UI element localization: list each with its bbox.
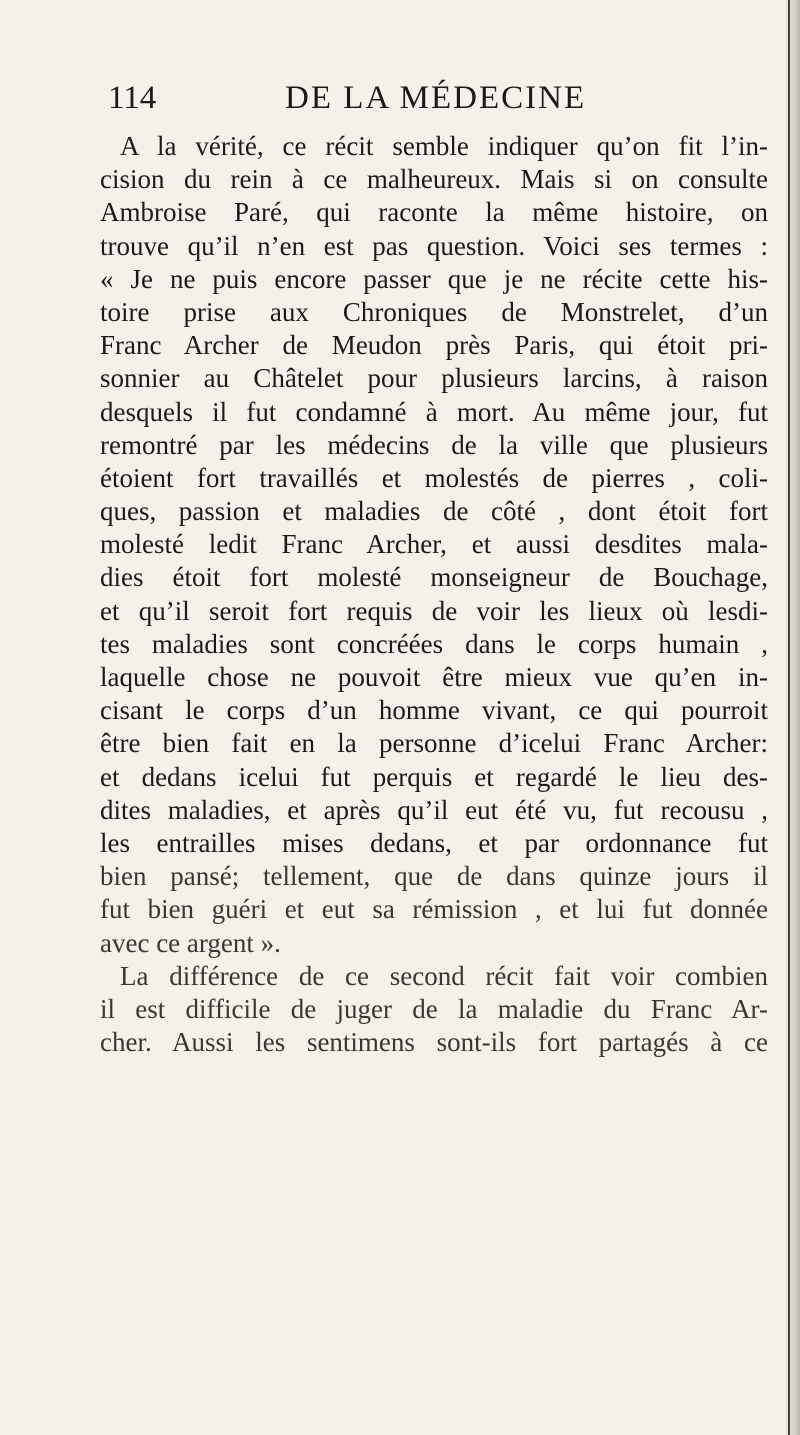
text-line: toire prise aux Chroniques de Monstrelet, d’un — [100, 296, 768, 327]
text-line: A la vérité, ce récit semble indiquer qu’on fit l’in- — [120, 131, 768, 161]
text-line: cisant le corps d’un homme vivant, ce qui pourroit — [100, 695, 768, 726]
text-line: « Je ne puis encore passer que je ne récite cette his- — [100, 263, 768, 294]
text-line: trouve qu’il n’en est pas question. Voici ses termes : — [100, 230, 768, 261]
text-line: ques, passion et maladies de côté , dont étoit fort — [100, 496, 768, 527]
text-line: fut bien guéri et eut sa rémission , et lui fut donnée — [100, 894, 768, 925]
text-line: les entrailles mises dedans, et par ordonnance fut — [100, 827, 768, 858]
text-line: être bien fait en la personne d’icelui Franc Archer: — [100, 728, 768, 759]
text-line: Ambroise Paré, qui raconte la même histoire, on — [100, 197, 768, 228]
text-line: Franc Archer de Meudon près Paris, qui étoit pri- — [100, 330, 768, 361]
text-line: tes maladies sont concréées dans le corps humain , — [100, 628, 768, 659]
page-header — [108, 80, 728, 130]
text-line: étoient fort travaillés et molestés de pierres , coli- — [100, 462, 768, 493]
text-line: cher. Aussi les sentimens sont-ils fort partagés à ce — [100, 1027, 768, 1058]
body-text — [100, 130, 768, 1059]
text-line: La différence de ce second récit fait voir combien — [120, 960, 768, 991]
text-line: molesté ledit Franc Archer, et aussi desdites mala- — [100, 529, 768, 560]
text-line: laquelle chose ne pouvoit être mieux vue qu’en in- — [100, 662, 768, 692]
text-line: dites maladies, et après qu’il eut été vu, fut recousu , — [100, 794, 768, 825]
text-line: sonnier au Châtelet pour plusieurs larcins, à raison — [100, 363, 768, 394]
text-line: et qu’il seroit fort requis de voir les lieux où lesdi- — [100, 595, 768, 626]
text-line: cision du rein à ce malheureux. Mais si on consulte — [100, 164, 768, 195]
page-edge-line — [788, 0, 790, 1435]
text-line: il est difficile de juger de la maladie du Franc Ar- — [100, 993, 768, 1024]
text-line: avec ce argent ». — [100, 927, 281, 958]
running-head: DE LA MÉDECINE — [285, 80, 587, 116]
text-line: dies étoit fort molesté monseigneur de Bouchage, — [100, 562, 768, 593]
page-number: 114 — [108, 80, 157, 116]
text-line: bien pansé; tellement, que de dans quinze jours il — [100, 861, 768, 892]
text-line: remontré par les médecins de la ville que plusieurs — [100, 429, 768, 460]
text-line: desquels il fut condamné à mort. Au même jour, fut — [100, 396, 768, 427]
text-line: et dedans icelui fut perquis et regardé le lieu des- — [100, 761, 768, 792]
